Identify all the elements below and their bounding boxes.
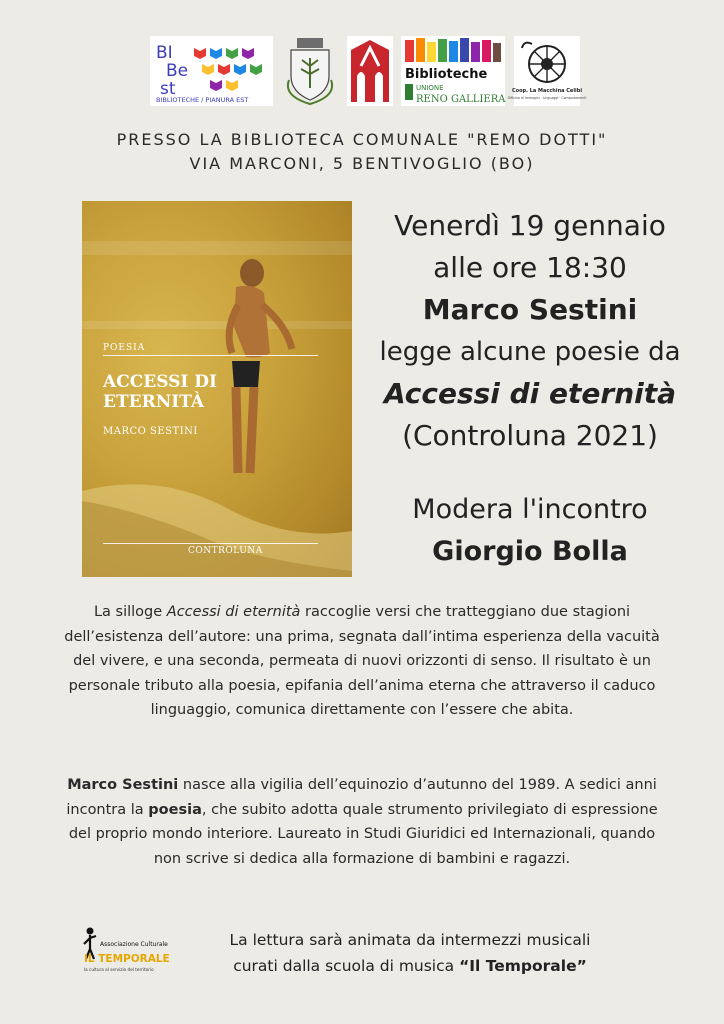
synopsis-pre: La silloge <box>93 604 167 620</box>
music-note <box>180 927 640 979</box>
event-time: alle ore 18:30 <box>433 251 627 284</box>
cover-author: MARCO SESTINI <box>103 426 198 437</box>
music-school-name: “Il Temporale” <box>459 957 587 975</box>
cover-title-line1: ACCESSI DI <box>103 372 217 392</box>
bibest-logo <box>150 36 273 106</box>
event-book-title: Accessi di eternità <box>383 377 677 410</box>
temporale-assoc: Associazione Culturale <box>100 941 168 948</box>
temporale-name: IL TEMPORALE <box>84 953 170 965</box>
reno-union-prefix: UNIONE <box>416 84 444 92</box>
bio-part1: nasce alla vigilia dell’equinozio d’autunno del 1989. A sedici anni incontra la <box>66 777 657 818</box>
bio-part2: , che subito adotta quale strumento privilegiato di espressione del proprio mondo interiore. Laureato in Studi Giuridici ed Internazionali, quando non scrive si dedica alla formazione di bambini e ragazzi. <box>68 801 658 867</box>
venue-address: VIA MARCONI, 5 BENTIVOGLIO (BO) <box>189 154 535 173</box>
moderator-label: Modera l'incontro <box>412 494 648 525</box>
bibest-letters-3: st <box>160 79 176 99</box>
moderator-name: Giorgio Bolla <box>432 536 628 567</box>
synopsis-post: raccoglie versi che tratteggiano due stagioni dell’esistenza dell’autore: una prima, segnata dall’intima esperienza della vacuità del vivere, e una seconda, permeata di nuovi orizzonti di senso. Il risultato è un personale tributo alla poesia, epifania dell’anima eterna che attraverso il caduco linguaggio, comunica direttamente con l’essere che abita. <box>64 604 660 718</box>
coop-macchina-celibi-logo <box>507 36 587 106</box>
venue-block <box>0 128 724 176</box>
event-details <box>365 205 695 573</box>
biblioteche-reno-galliera-logo <box>401 36 505 106</box>
reno-mark <box>405 84 413 100</box>
bio-name: Marco Sestini <box>67 777 179 793</box>
temporale-tagline: la cultura al servizio del territorio <box>84 967 154 972</box>
spacer <box>365 457 695 489</box>
cover-genre: POESIA <box>103 343 146 353</box>
music-note-line2 <box>180 953 640 979</box>
venue-name: PRESSO LA BIBLIOTECA COMUNALE "REMO DOTTI" <box>116 130 608 149</box>
book-synopsis <box>60 600 664 723</box>
comune-crest-logo <box>283 36 337 106</box>
bibest-letters-2: Be <box>166 61 189 81</box>
event-author: Marco Sestini <box>422 293 638 326</box>
event-date: Venerdì 19 gennaio <box>394 209 666 242</box>
coop-sub: Officina di Immagini · Linguaggi · Comportamenti <box>507 96 587 100</box>
rainbow-books-icon <box>405 38 501 62</box>
music-note-pre: curati dalla scuola di musica <box>233 957 460 975</box>
reno-title: Biblioteche <box>405 67 488 82</box>
bio-keyword: poesia <box>148 801 202 818</box>
books-icon <box>194 48 262 91</box>
cover-publisher: CONTROLUNA <box>188 546 263 556</box>
machine-icon <box>522 43 565 82</box>
crest-icon <box>283 36 337 106</box>
coop-name: Coop. La Macchina Celibi <box>511 88 583 94</box>
bibest-caption: BIBLIOTECHE / PIANURA EST <box>156 96 249 104</box>
municipality-logo <box>347 36 393 106</box>
cover-title-line2: ETERNITÀ <box>103 392 205 412</box>
music-note-line1: La lettura sarà animata da intermezzi musicali <box>229 931 591 949</box>
il-temporale-logo <box>82 926 172 974</box>
author-bio <box>60 773 664 871</box>
synopsis-book: Accessi di eternità <box>166 604 301 620</box>
cover-title <box>103 372 217 412</box>
partner-logos <box>150 36 587 108</box>
reno-union-name: RENO GALLIERA <box>416 94 506 105</box>
event-reads: legge alcune poesie da <box>379 337 681 367</box>
building-icon <box>347 36 393 106</box>
bibest-letters-1: BI <box>156 43 173 63</box>
event-publisher: (Controluna 2021) <box>402 419 658 452</box>
